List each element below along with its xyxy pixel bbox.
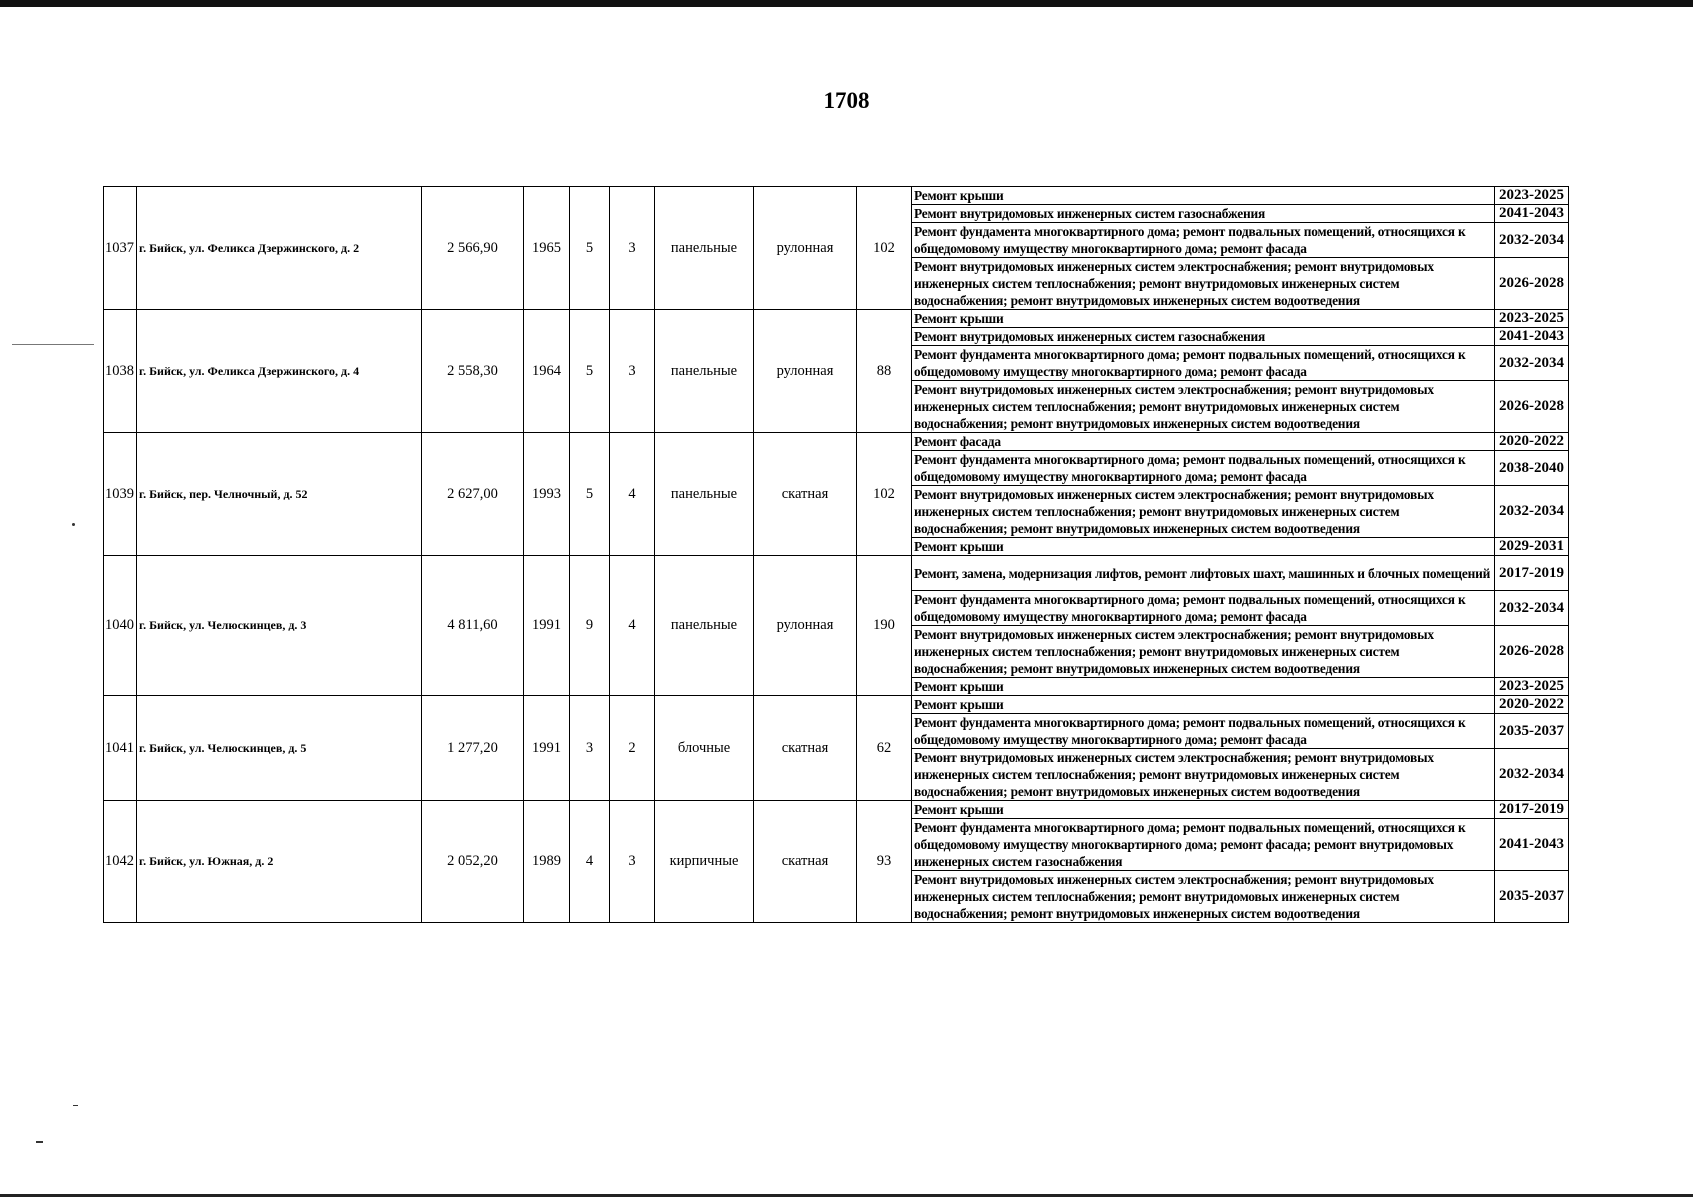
work-type-cell: Ремонт крыши: [912, 310, 1495, 328]
scan-mark: [72, 523, 75, 526]
work-type-cell: Ремонт фундамента многоквартирного дома; ремонт подвальных помещений, относящихся к общедомовому имуществу многоквартирного дома; ремонт фасада; ремонт внутридомовых инженерных систем газоснабжения: [912, 819, 1495, 871]
work-type-cell: Ремонт фундамента многоквартирного дома; ремонт подвальных помещений, относящихся к общедомовому имуществу многоквартирного дома; ремонт фасада: [912, 223, 1495, 258]
work-period-cell: 2041-2043: [1495, 328, 1569, 346]
work-type-cell: Ремонт внутридомовых инженерных систем газоснабжения: [912, 328, 1495, 346]
work-period-cell: 2026-2028: [1495, 381, 1569, 433]
floors-cell: 5: [570, 310, 610, 433]
year-cell: 1991: [524, 556, 570, 696]
year-cell: 1964: [524, 310, 570, 433]
entrances-cell: 3: [610, 801, 655, 923]
entrances-cell: 2: [610, 696, 655, 801]
residents-cell: 190: [857, 556, 912, 696]
area-cell: 2 558,30: [422, 310, 524, 433]
work-type-cell: Ремонт внутридомовых инженерных систем электроснабжения; ремонт внутридомовых инженерных систем теплоснабжения; ремонт внутридомовых инженерных систем водоснабжения; ремонт внутридомовых инженерных систем водоотведения: [912, 381, 1495, 433]
walls-material-cell: панельные: [655, 556, 754, 696]
walls-material-cell: панельные: [655, 433, 754, 556]
entrances-cell: 4: [610, 433, 655, 556]
work-type-cell: Ремонт крыши: [912, 538, 1495, 556]
work-type-cell: Ремонт крыши: [912, 696, 1495, 714]
building-number-cell: 1040: [104, 556, 137, 696]
work-period-cell: 2023-2025: [1495, 187, 1569, 205]
work-type-cell: Ремонт фундамента многоквартирного дома; ремонт подвальных помещений, относящихся к общедомовому имуществу многоквартирного дома; ремонт фасада: [912, 451, 1495, 486]
work-type-cell: Ремонт фундамента многоквартирного дома; ремонт подвальных помещений, относящихся к общедомовому имуществу многоквартирного дома; ремонт фасада: [912, 591, 1495, 626]
work-period-cell: 2032-2034: [1495, 486, 1569, 538]
address-cell: г. Бийск, пер. Челночный, д. 52: [137, 433, 422, 556]
floors-cell: 9: [570, 556, 610, 696]
work-period-cell: 2041-2043: [1495, 819, 1569, 871]
residents-cell: 102: [857, 187, 912, 310]
entrances-cell: 4: [610, 556, 655, 696]
floors-cell: 5: [570, 433, 610, 556]
work-type-cell: Ремонт крыши: [912, 678, 1495, 696]
year-cell: 1965: [524, 187, 570, 310]
work-period-cell: 2038-2040: [1495, 451, 1569, 486]
area-cell: 2 627,00: [422, 433, 524, 556]
table-row: [104, 801, 1569, 819]
work-period-cell: 2035-2037: [1495, 871, 1569, 923]
address-cell: г. Бийск, ул. Южная, д. 2: [137, 801, 422, 923]
work-type-cell: Ремонт внутридомовых инженерных систем электроснабжения; ремонт внутридомовых инженерных систем теплоснабжения; ремонт внутридомовых инженерных систем водоснабжения; ремонт внутридомовых инженерных систем водоотведения: [912, 486, 1495, 538]
address-cell: г. Бийск, ул. Челюскинцев, д. 3: [137, 556, 422, 696]
work-period-cell: 2032-2034: [1495, 346, 1569, 381]
work-type-cell: Ремонт крыши: [912, 187, 1495, 205]
roof-type-cell: скатная: [754, 801, 857, 923]
work-period-cell: 2026-2028: [1495, 626, 1569, 678]
building-number-cell: 1041: [104, 696, 137, 801]
work-type-cell: Ремонт фасада: [912, 433, 1495, 451]
walls-material-cell: кирпичные: [655, 801, 754, 923]
roof-type-cell: рулонная: [754, 556, 857, 696]
floors-cell: 3: [570, 696, 610, 801]
walls-material-cell: панельные: [655, 187, 754, 310]
area-cell: 1 277,20: [422, 696, 524, 801]
scan-bottom-border: [0, 1194, 1693, 1197]
building-number-cell: 1039: [104, 433, 137, 556]
work-type-cell: Ремонт внутридомовых инженерных систем газоснабжения: [912, 205, 1495, 223]
table-row: [104, 696, 1569, 714]
floors-cell: 5: [570, 187, 610, 310]
roof-type-cell: рулонная: [754, 187, 857, 310]
scan-top-border: [0, 0, 1693, 7]
table-row: [104, 433, 1569, 451]
work-period-cell: 2032-2034: [1495, 223, 1569, 258]
roof-type-cell: скатная: [754, 696, 857, 801]
table-row: [104, 187, 1569, 205]
work-period-cell: 2035-2037: [1495, 714, 1569, 749]
work-type-cell: Ремонт фундамента многоквартирного дома; ремонт подвальных помещений, относящихся к общедомовому имуществу многоквартирного дома; ремонт фасада: [912, 714, 1495, 749]
work-type-cell: Ремонт крыши: [912, 801, 1495, 819]
work-period-cell: 2026-2028: [1495, 258, 1569, 310]
page-number: 1708: [823, 88, 870, 113]
year-cell: 1989: [524, 801, 570, 923]
work-period-cell: 2020-2022: [1495, 696, 1569, 714]
work-period-cell: 2032-2034: [1495, 591, 1569, 626]
floors-cell: 4: [570, 801, 610, 923]
work-period-cell: 2029-2031: [1495, 538, 1569, 556]
area-cell: 4 811,60: [422, 556, 524, 696]
scan-mark: [36, 1141, 43, 1143]
work-period-cell: 2017-2019: [1495, 556, 1569, 591]
address-cell: г. Бийск, ул. Челюскинцев, д. 5: [137, 696, 422, 801]
roof-type-cell: рулонная: [754, 310, 857, 433]
address-cell: г. Бийск, ул. Феликса Дзержинского, д. 2: [137, 187, 422, 310]
scan-mark: [73, 1105, 78, 1106]
walls-material-cell: панельные: [655, 310, 754, 433]
table-row: [104, 310, 1569, 328]
work-type-cell: Ремонт внутридомовых инженерных систем электроснабжения; ремонт внутридомовых инженерных систем теплоснабжения; ремонт внутридомовых инженерных систем водоснабжения; ремонт внутридомовых инженерных систем водоотведения: [912, 871, 1495, 923]
work-period-cell: 2020-2022: [1495, 433, 1569, 451]
work-period-cell: 2023-2025: [1495, 310, 1569, 328]
address-cell: г. Бийск, ул. Феликса Дзержинского, д. 4: [137, 310, 422, 433]
work-type-cell: Ремонт внутридомовых инженерных систем электроснабжения; ремонт внутридомовых инженерных систем теплоснабжения; ремонт внутридомовых инженерных систем водоснабжения; ремонт внутридомовых инженерных систем водоотведения: [912, 626, 1495, 678]
building-number-cell: 1038: [104, 310, 137, 433]
residents-cell: 102: [857, 433, 912, 556]
scan-mark: [12, 344, 94, 345]
residents-cell: 62: [857, 696, 912, 801]
work-period-cell: 2041-2043: [1495, 205, 1569, 223]
work-period-cell: 2017-2019: [1495, 801, 1569, 819]
walls-material-cell: блочные: [655, 696, 754, 801]
residents-cell: 93: [857, 801, 912, 923]
building-number-cell: 1037: [104, 187, 137, 310]
area-cell: 2 052,20: [422, 801, 524, 923]
work-period-cell: 2023-2025: [1495, 678, 1569, 696]
entrances-cell: 3: [610, 187, 655, 310]
work-period-cell: 2032-2034: [1495, 749, 1569, 801]
entrances-cell: 3: [610, 310, 655, 433]
year-cell: 1993: [524, 433, 570, 556]
work-type-cell: Ремонт внутридомовых инженерных систем электроснабжения; ремонт внутридомовых инженерных систем теплоснабжения; ремонт внутридомовых инженерных систем водоснабжения; ремонт внутридомовых инженерных систем водоотведения: [912, 258, 1495, 310]
year-cell: 1991: [524, 696, 570, 801]
work-type-cell: Ремонт, замена, модернизация лифтов, ремонт лифтовых шахт, машинных и блочных помещений: [912, 556, 1495, 591]
work-type-cell: Ремонт внутридомовых инженерных систем электроснабжения; ремонт внутридомовых инженерных систем теплоснабжения; ремонт внутридомовых инженерных систем водоснабжения; ремонт внутридомовых инженерных систем водоотведения: [912, 749, 1495, 801]
table-row: [104, 556, 1569, 591]
repair-schedule-table: [103, 186, 1569, 923]
roof-type-cell: скатная: [754, 433, 857, 556]
building-number-cell: 1042: [104, 801, 137, 923]
area-cell: 2 566,90: [422, 187, 524, 310]
work-type-cell: Ремонт фундамента многоквартирного дома; ремонт подвальных помещений, относящихся к общедомовому имуществу многоквартирного дома; ремонт фасада: [912, 346, 1495, 381]
residents-cell: 88: [857, 310, 912, 433]
